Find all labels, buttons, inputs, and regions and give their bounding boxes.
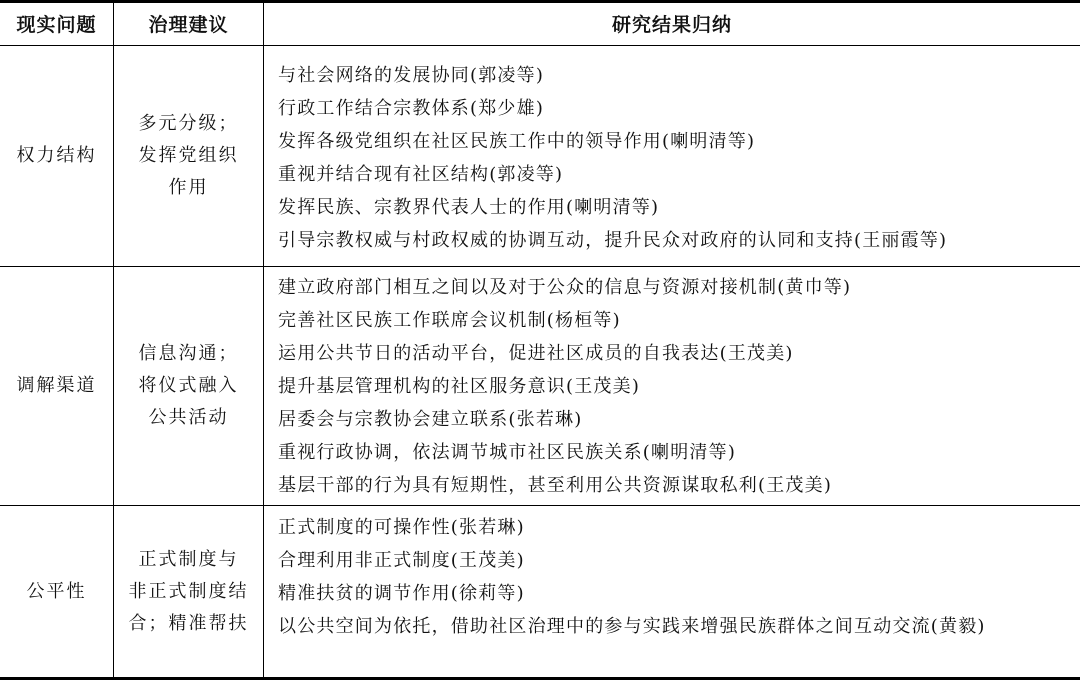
suggestion-line: 作用 xyxy=(168,177,209,198)
finding-item: 发挥各级党组织在社区民族工作中的领导作用(喇明清等) xyxy=(278,131,756,152)
findings-list xyxy=(278,511,1068,643)
bottom-rule xyxy=(0,677,1080,680)
finding-item: 与社会网络的发展协同(郭凌等) xyxy=(278,65,545,86)
suggestion-cell xyxy=(114,46,263,266)
finding-item: 提升基层管理机构的社区服务意识(王茂美) xyxy=(278,376,641,397)
finding-item: 建立政府部门相互之间以及对于公众的信息与资源对接机制(黄巾等) xyxy=(278,277,852,298)
finding-item: 发挥民族、宗教界代表人士的作用(喇明清等) xyxy=(278,197,660,218)
suggestion-line: 正式制度与 xyxy=(138,548,239,570)
finding-item: 正式制度的可操作性(张若琳) xyxy=(278,517,525,538)
suggestion-line: 发挥党组织 xyxy=(138,145,239,166)
finding-item: 行政工作结合宗教体系(郑少雄) xyxy=(278,98,545,119)
finding-item: 居委会与宗教协会建立联系(张若琳) xyxy=(278,409,583,430)
suggestion-line: 公共活动 xyxy=(148,407,229,428)
suggestion-line: 信息沟通； xyxy=(138,343,239,364)
suggestion-line: 非正式制度结 xyxy=(128,580,249,602)
column-divider xyxy=(263,0,264,680)
problem-cell: 公平性 xyxy=(26,580,87,602)
suggestion-line: 多元分级； xyxy=(138,113,239,134)
finding-item: 运用公共节日的活动平台，促进社区成员的自我表达(王茂美) xyxy=(278,343,794,364)
suggestion-line: 将仪式融入 xyxy=(138,375,239,396)
finding-item: 以公共空间为依托，借助社区治理中的参与实践来增强民族群体之间互动交流(黄毅) xyxy=(278,616,986,637)
finding-item: 基层干部的行为具有短期性，甚至利用公共资源谋取私利(王茂美) xyxy=(278,475,833,496)
finding-item: 重视并结合现有社区结构(郭凌等) xyxy=(278,164,564,185)
suggestion-cell xyxy=(114,267,263,505)
finding-item: 完善社区民族工作联席会议机制(杨桓等) xyxy=(278,310,621,331)
finding-item: 精准扶贫的调节作用(徐莉等) xyxy=(278,583,525,604)
finding-item: 引导宗教权威与村政权威的协调互动，提升民众对政府的认同和支持(王丽霞等) xyxy=(278,230,948,251)
problem-cell: 调解渠道 xyxy=(16,375,97,396)
finding-item: 合理利用非正式制度(王茂美) xyxy=(278,550,525,571)
header-problem: 现实问题 xyxy=(16,14,97,36)
finding-item: 重视行政协调，依法调节城市社区民族关系(喇明清等) xyxy=(278,442,737,463)
suggestion-cell xyxy=(114,506,263,677)
header-findings: 研究结果归纳 xyxy=(611,14,732,36)
findings-list xyxy=(278,59,1068,257)
suggestion-line: 合；精准帮扶 xyxy=(128,612,249,634)
header-suggestion: 治理建议 xyxy=(148,14,229,36)
problem-cell: 权力结构 xyxy=(16,145,97,166)
findings-list xyxy=(278,271,1068,502)
